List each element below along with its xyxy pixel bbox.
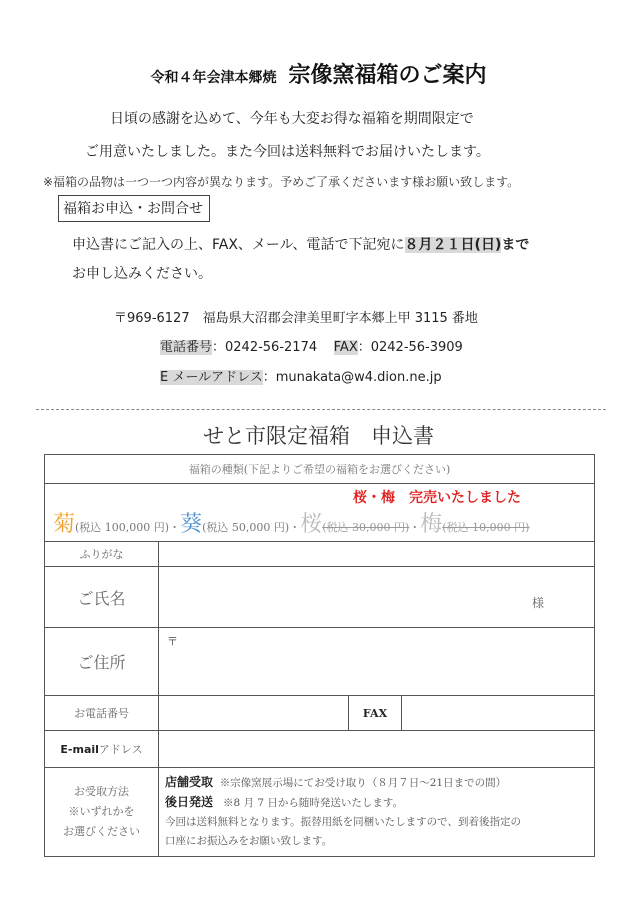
item-kiku-price: (税込 100,000 円): [75, 520, 170, 534]
contact-phone: ：0242-56-2174: [212, 340, 318, 355]
application-form: [44, 454, 595, 857]
contact-email: ：munakata@w4.dion.ne.jp: [262, 370, 442, 385]
furigana-field[interactable]: [159, 542, 595, 567]
form-title: せと市限定福箱 申込書: [203, 424, 434, 448]
item-ume-name: 梅: [420, 511, 443, 537]
contact-email-line: [160, 366, 442, 385]
item-sakura-price: (税込 30,000 円): [322, 520, 410, 534]
pickup-option-store[interactable]: [165, 773, 588, 793]
pickup-ship-note: ※8 月 7 日から随時発送いたします。: [223, 797, 404, 809]
fax-field[interactable]: [402, 696, 595, 731]
apply-box-label: 福箱お申込・お問合せ: [58, 195, 210, 222]
pickup-option-ship[interactable]: [165, 793, 588, 813]
contact-phone-label: 電話番号: [160, 340, 213, 355]
intro-line-2: ご用意いたしました。また今回は送料無料でお届けいたします。: [85, 144, 490, 160]
pickup-options: [159, 768, 595, 857]
types-row[interactable]: [45, 484, 595, 542]
apply-line-1-pre: 申込書にご記入の上、FAX、メール、電話で下記宛に: [72, 237, 405, 253]
item-separator: ・: [409, 520, 421, 534]
page-title: [0, 58, 637, 89]
contact-fax: ：0242-56-3909: [357, 340, 463, 355]
item-aoi-name: 葵: [180, 511, 203, 537]
email-label-bold: E-mail: [60, 743, 99, 756]
intro-line-1: 日頃の感謝を込めて、今年も大変お得な福箱を期間限定で: [110, 111, 474, 127]
phone-field[interactable]: [159, 696, 349, 731]
pickup-note-1: 今回は送料無料となります。振替用紙を同梱いたしますので、到着後指定の: [165, 816, 521, 828]
contact-fax-label: FAX: [333, 340, 358, 355]
soldout-notice: 桜・梅 完売いたしました: [353, 489, 521, 506]
apply-line-1-post: まで: [501, 237, 530, 253]
item-kiku-name: 菊: [53, 511, 76, 537]
pickup-label: [45, 768, 159, 857]
pickup-store-title: 店舗受取: [165, 775, 214, 789]
types-header: 福箱の種類(下記よりご希望の福箱をお選びください): [45, 455, 595, 484]
email-field[interactable]: [159, 731, 595, 768]
sama-suffix: 様: [531, 595, 544, 610]
pickup-label-3: お選びください: [63, 825, 140, 838]
name-label: ご氏名: [45, 567, 159, 628]
email-label: [45, 731, 159, 768]
name-field[interactable]: [159, 567, 595, 628]
item-aoi-price: (税込 50,000 円): [202, 520, 290, 534]
zip-mark: 〒: [167, 634, 178, 648]
pickup-note-2: 口座にお振込みをお願い致します。: [165, 835, 333, 847]
apply-deadline: ８月２１日(日): [404, 237, 502, 253]
item-separator: ・: [289, 520, 301, 534]
address-label: ご住所: [45, 628, 159, 696]
apply-line-2: お申し込みください。: [72, 266, 212, 282]
apply-line-1: [72, 234, 529, 254]
title-small: 令和４年会津本郷焼: [150, 70, 277, 86]
phone-label: お電話番号: [45, 696, 159, 731]
pickup-label-1: お受取方法: [74, 785, 129, 798]
email-label-rest: アドレス: [98, 743, 143, 756]
dashed-separator: [36, 409, 606, 410]
pickup-store-note: ※宗像窯展示場にてお受け取り（８月７日～21日までの間）: [219, 777, 507, 789]
contact-address: 〒969-6127 福島県大沼郡会津美里町字本郷上甲 3115 番地: [114, 311, 478, 326]
title-big: 宗像窯福箱のご案内: [288, 63, 487, 88]
item-separator: ・: [169, 520, 181, 534]
pickup-label-2: ※いずれかを: [68, 805, 135, 818]
furigana-label: ふりがな: [45, 542, 159, 567]
item-ume-price: (税込 10,000 円): [442, 520, 530, 534]
pickup-ship-title: 後日発送: [165, 795, 214, 809]
contact-email-label: E メールアドレス: [160, 370, 263, 385]
contact-phone-line: [160, 336, 463, 355]
address-field[interactable]: [159, 628, 595, 696]
intro-note: ※福箱の品物は一つ一つ内容が異なります。予めご了承くださいます様お願い致します。: [43, 175, 520, 189]
fax-label: FAX: [349, 696, 402, 731]
item-sakura-name: 桜: [300, 511, 323, 537]
